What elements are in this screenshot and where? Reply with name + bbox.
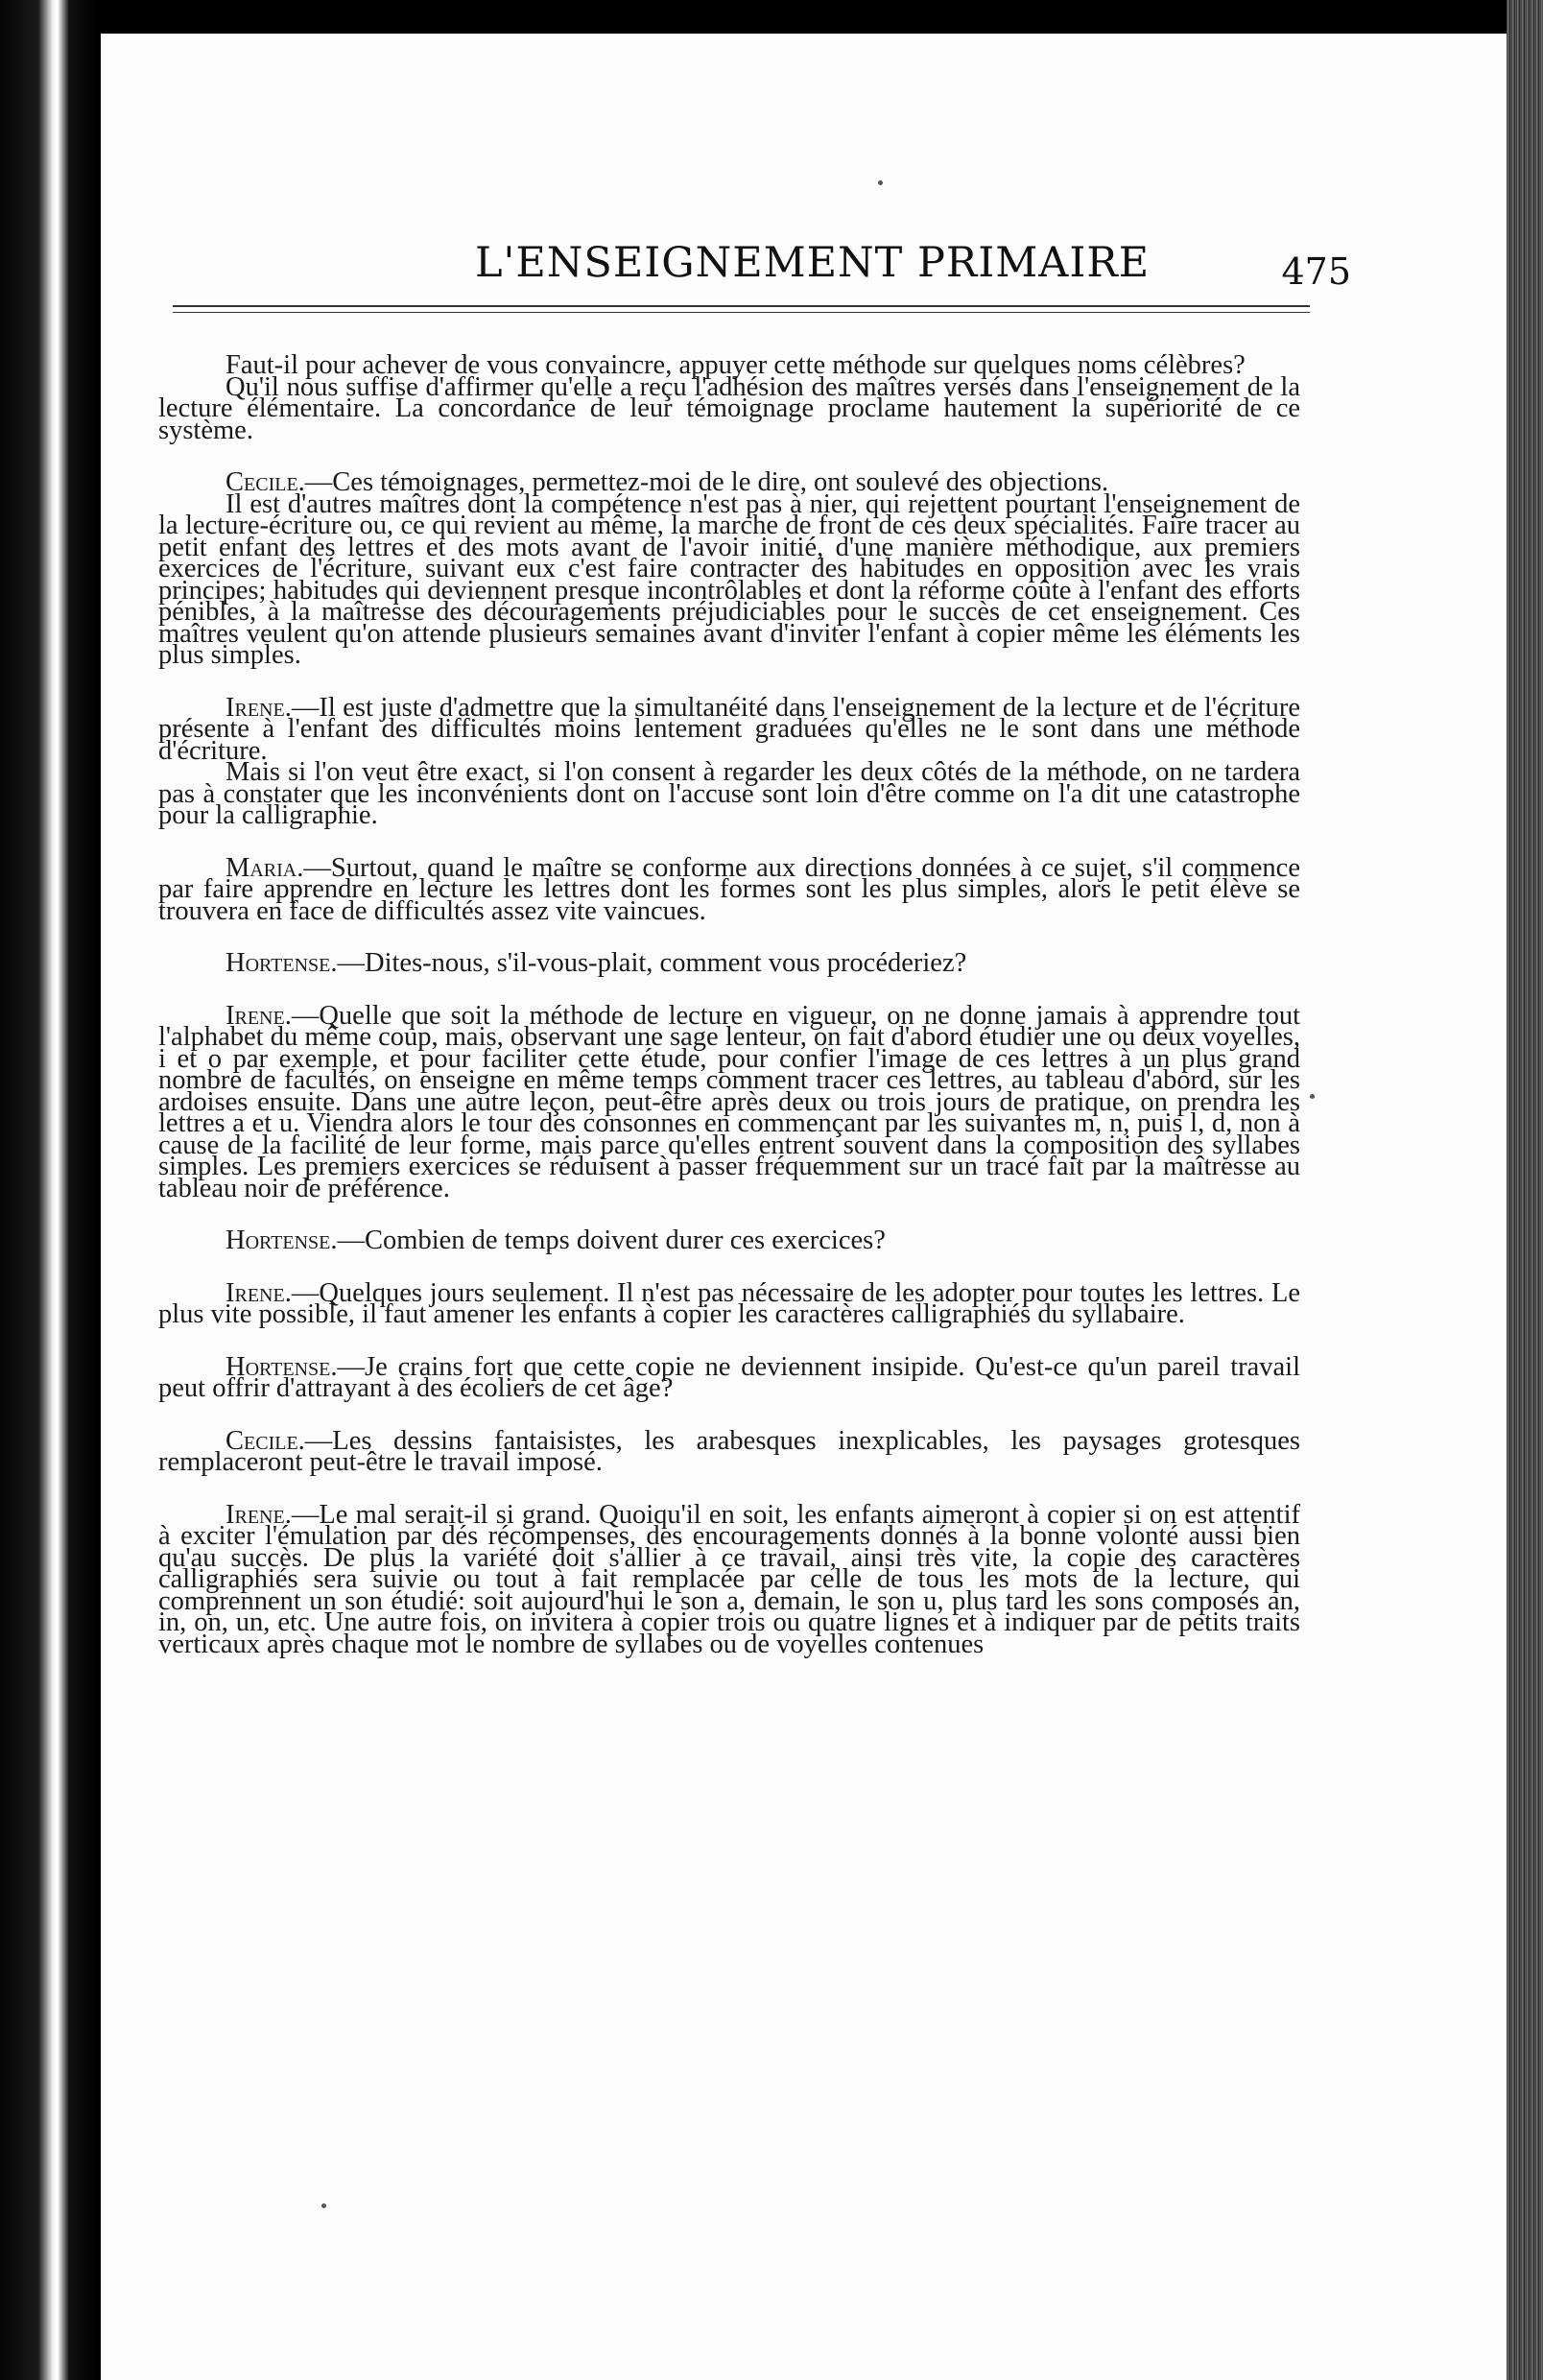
- speaker-name: Hortense.: [226, 1226, 338, 1255]
- running-title: L'ENSEIGNEMENT PRIMAIRE: [475, 239, 1151, 287]
- speaker-name: Irene.: [226, 1277, 292, 1308]
- dialogue-paragraph: Hortense.—Je crains fort que cette copie ne deviennent insipide. Qu'est-ce qu'un pareil travail peut offrir d'attrayant à des écoliers de cet âge?: [158, 1351, 1300, 1403]
- speaker-name: Irene.: [226, 692, 292, 723]
- paragraph: Faut-il pour achever de vous convaincre, appuyer cette méthode sur quelques noms célèbres?: [226, 350, 1246, 380]
- speck: [1310, 1094, 1315, 1099]
- paragraph: Qu'il nous suffise d'affirmer qu'elle a reçu l'adhésion des maîtres versés dans l'enseignement de la lecture élémentaire. La concordance de leur témoignage proclame hautement la supériorité de ce système.: [158, 371, 1300, 445]
- header-rule: [173, 305, 1310, 313]
- speaker-name: Cecile.: [226, 467, 305, 497]
- page-header: [365, 216, 1351, 302]
- dialogue-paragraph: Irene.—Il est juste d'admettre que la simultanéité dans l'enseignement de la lecture et de l'écriture présente à l'enfant des difficultés moins lentement graduées qu'elles ne le sont dans une méthode d'écriture.: [158, 692, 1300, 766]
- dialogue-paragraph: Cecile.—Ces témoignages, permettez-moi de le dire, ont soulevé des objections.: [226, 467, 1109, 497]
- body-text: [158, 350, 1300, 1659]
- speaker-name: Cecile.: [226, 1425, 305, 1456]
- page-number: 475: [1281, 250, 1351, 293]
- paragraph: Il est d'autres maîtres dont la compétence n'est pas à nier, qui rejettent pourtant l'enseignement de la lecture-écriture ou, ce qui revient au même, la marche de front de ces deux spécialités. Faire tracer au petit enfant des lettres et des mots avant de l'avoir initié, d'une manière méthodique, aux premiers exercices de l'écriture, suivant eux c'est faire contracter des habitudes en opposition avec les vrais principes; habitudes qui deviennent presque incontrôlables et dont la réforme coûte à l'enfant des efforts pénibles, à la maîtresse des découragements préjudiciables pour le succès de cet enseignement. Ces maîtres veulent qu'on attende plusieurs semaines avant d'inviter l'enfant à copier même les éléments les plus simples.: [158, 488, 1300, 670]
- dialogue-paragraph: Irene.—Quelques jours seulement. Il n'est pas nécessaire de les adopter pour toutes les lettres. Le plus vite possible, il faut amener les enfants à copier les caractères calligraphiés du syllabaire.: [158, 1277, 1300, 1329]
- speaker-name: Irene.: [226, 1000, 292, 1031]
- speaker-name: Irene.: [226, 1499, 292, 1530]
- dialogue-paragraph: Hortense.—Combien de temps doivent durer ces exercices?: [226, 1226, 886, 1255]
- speck: [878, 180, 883, 185]
- speck: [321, 2203, 326, 2208]
- dialogue-paragraph: Cecile.—Les dessins fantaisistes, les arabesques inexplicables, les paysages grotesques remplaceront peut-être le travail imposé.: [158, 1425, 1300, 1477]
- page-stack-edge: [1507, 0, 1543, 2380]
- dialogue-paragraph: Irene.—Quelle que soit la méthode de lecture en vigueur, on ne donne jamais à apprendre tout l'alphabet du même coup, mais, observant une sage lenteur, on fait d'abord étudier une ou deux voyelles, i et o par exemple, et pour faciliter cette étude, pour confier l'image de ces lettres à un plus grand nombre de facultés, on enseigne en même temps comment tracer ces lettres, au tableau d'abord, sur les ardoises ensuite. Dans une autre leçon, peut-être après deux ou trois jours de pratique, on prendra les lettres a et u. Viendra alors le tour des consonnes en commençant par les suivantes m, n, puis l, d, non à cause de la facilité de leur forme, mais parce qu'elles entrent souvent dans la composition des syllabes simples. Les premiers exercices se réduisent à passer fréquemment sur un tracé fait par la maîtresse au tableau noir de préférence.: [158, 1000, 1300, 1203]
- book-gutter: [0, 0, 96, 2380]
- dialogue-paragraph: Irene.—Le mal serait-il si grand. Quoiqu'il en soit, les enfants aimeront à copier si on est attentif à exciter l'émulation par dés récompenses, des encouragements donnés à la bonne volonté aussi bien qu'au succès. De plus la variété doit s'allier à ce travail, ainsi très vite, la copie des caractères calligraphiés sera suivie ou tout à fait remplacée par celle de tous les mots de la lecture, qui comprennent un son étudié: soit aujourd'hui le son a, demain, le son u, plus tard les sons composés an, in, on, un, etc. Une autre fois, on invitera à copier trois ou quatre lignes et à indiquer par de petits traits verticaux après chaque mot le nombre de syllabes ou de voyelles contenues: [158, 1499, 1300, 1659]
- speaker-name: Hortense.: [226, 1351, 338, 1382]
- dialogue-paragraph: Maria.—Surtout, quand le maître se conforme aux directions données à ce sujet, s'il commence par faire apprendre en lecture les lettres dont les formes sont les plus simples, alors le petit élève se trouvera en face de difficultés assez vite vaincues.: [158, 852, 1300, 926]
- dialogue-paragraph: Hortense.—Dites-nous, s'il-vous-plait, comment vous procéderiez?: [226, 948, 967, 978]
- paragraph: Mais si l'on veut être exact, si l'on consent à regarder les deux côtés de la méthode, on ne tardera pas à constater que les inconvénients dont on l'accuse sont loin d'être comme on l'a dit une catastrophe pour la calligraphie.: [158, 757, 1300, 830]
- speaker-name: Maria.: [226, 852, 304, 883]
- speaker-name: Hortense.: [226, 948, 338, 978]
